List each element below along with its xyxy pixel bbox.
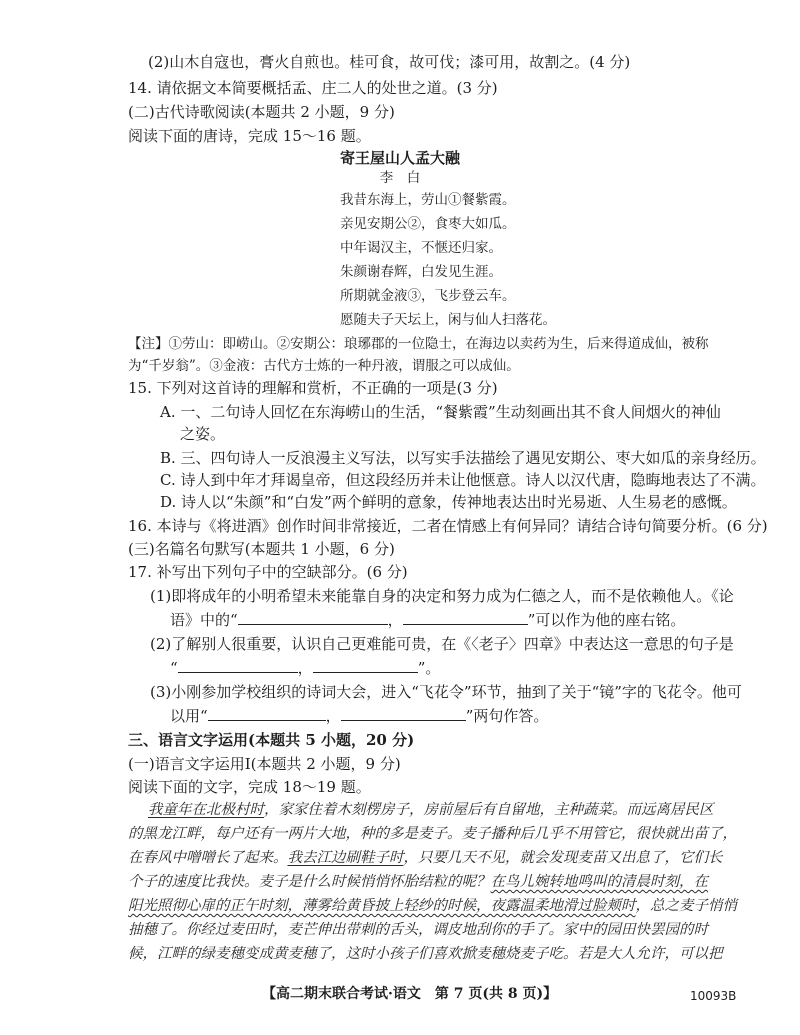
wavy-underlined-phrase: 在鸟儿婉转地鸣叫的清晨时刻，在 [490,874,708,890]
section-2-heading: (二)古代诗歌阅读(本题共 2 小题，9 分) [128,103,395,121]
q15-stem: 15. 下列对这首诗的理解和赏析，不正确的一项是(3 分) [128,379,498,397]
answer-blank[interactable] [208,706,326,721]
poem-line: 中年谒汉主，不惬还归家。 [340,240,502,256]
passage-line: 的黑龙江畔，每户还有一两片大地，种的多是麦子。麦子播种后几乎不用管它，很快就出苗了， [128,826,737,842]
q15-option-c: C. 诗人到中年才拜谒皇帝，但这段经历并未让他惬意。诗人以汉代唐，隐晦地表达了不满。 [160,471,766,489]
q17-item2: (2)了解别人很重要，认识自己更难能可贵，在《〈老子〉四章》中表达这一意思的句子是 [150,635,734,653]
section-3-heading: (三)名篇名句默写(本题共 1 小题，6 分) [128,540,395,558]
q15-option-a: A. 一、二句诗人回忆在东海崂山的生活，“餐紫霞”生动刻画出其不食人间烟火的神仙 [160,403,721,421]
q17-item1-answer-line: 语》中的“ ， ”可以作为他的座右铭。 [170,611,686,629]
underlined-phrase: 我去江边刷鞋子时 [287,850,404,866]
passage-line: 候，江畔的绿麦穗变成黄麦穗了，这时小孩子们喜欢掀麦穗烧麦子吃。若是大人允许，可以把 [128,946,723,962]
answer-blank[interactable] [403,610,528,625]
q17-item1: (1)即将成年的小明希望未来能靠自身的决定和努力成为仁德之人，而不是依赖他人。《论 [150,587,734,605]
q15-option-d: D. 诗人以“朱颜”和“白发”两个鲜明的意象，传神地表达出时光易逝、人生易老的感慨。 [160,493,737,511]
part-3-heading: 三、语言文字运用(本题共 5 小题，20 分) [128,731,415,749]
q17-item3-answer-line: 以用“ ， ”两句作答。 [170,707,549,725]
q17-item3: (3)小刚参加学校组织的诗词大会，进入“飞花令”环节，抽到了关于“镜”字的飞花令。他可 [150,683,742,701]
q17-item2-answer-line: “ ， ”。 [170,659,441,677]
q17-stem: 17. 补写出下列句子中的空缺部分。(6 分) [128,563,408,581]
q15-option-a-cont: 之姿。 [180,425,226,443]
passage-line: 阳光照彻心扉的正午时刻，薄雾给黄昏披上轻纱的时候，夜露温柔地滑过脸颊时，总之麦子悄悄 [128,898,737,914]
poem-note-line1: 【注】①劳山：即崂山。②安期公：琅琊郡的一位隐士，在海边以卖药为生，后来得道成仙，被称 [128,336,709,352]
underlined-phrase: 我童年在北极村时 [148,802,264,818]
part-3-subheading: (一)语言文字运用Ⅰ(本题共 2 小题，9 分) [128,755,401,773]
passage-line: 在春风中噌噌长了起来。我去江边刷鞋子时，只要几天不见，就会发现麦苗又出息了，它们长 [128,850,723,866]
poem-line: 亲见安期公②，食枣大如瓜。 [340,216,516,232]
answer-blank[interactable] [341,706,466,721]
poem-note-line2: 为“千岁翁”。③金液：古代方士炼的一种丹液，谓服之可以成仙。 [128,358,520,374]
answer-blank[interactable] [313,658,418,673]
q13-part2: (2)山木自寇也，膏火自煎也。桂可食，故可伐；漆可用，故割之。(4 分) [148,53,631,71]
q15-option-b: B. 三、四句诗人一反浪漫主义写法，以写实手法描绘了遇见安期公、枣大如瓜的亲身经历。 [160,449,766,467]
section-2-instruction: 阅读下面的唐诗，完成 15～16 题。 [128,127,371,145]
passage-line: 个子的速度比我快。麦子是什么时候悄悄怀胎结粒的呢？在鸟儿婉转地鸣叫的清晨时刻，在 [128,874,708,890]
poem-line: 我昔东海上，劳山①餐紫霞。 [340,192,516,208]
q16: 16. 本诗与《将进酒》创作时间非常接近，二者在情感上有何异同？请结合诗句简要分析。(6 分) [128,517,768,535]
footer-page-label: 【高二期末联合考试·语文 第 7 页(共 8 页)】 [262,986,558,1002]
passage-line: 我童年在北极村时，家家住着木刻楞房子，房前屋后有自留地，主种蔬菜。而远离居民区 [148,802,714,818]
footer-code: 10093B [690,989,737,1003]
poem-title: 寄王屋山人孟大融 [339,149,460,167]
poem-line: 所期就金液③，飞步登云车。 [340,288,516,304]
poem-author: 李 白 [379,170,421,186]
q14: 14. 请依据文本简要概括孟、庄二人的处世之道。(3 分) [128,79,498,97]
wavy-underlined-phrase: 阳光照彻心扉的正午时刻，薄雾给黄昏披上轻纱的时候，夜露温柔地滑过脸颊时 [128,898,636,914]
poem-line: 朱颜谢春辉，白发见生涯。 [340,264,502,280]
poem-line: 愿随夫子天坛上，闲与仙人扫落花。 [340,312,556,328]
passage-line: 抽穗了。你经过麦田时，麦芒伸出带刺的舌头，调皮地刮你的手了。家中的园田快罢园的时 [128,922,708,938]
answer-blank[interactable] [178,658,298,673]
part-3-instruction: 阅读下面的文字，完成 18～19 题。 [128,778,371,796]
answer-blank[interactable] [238,610,388,625]
